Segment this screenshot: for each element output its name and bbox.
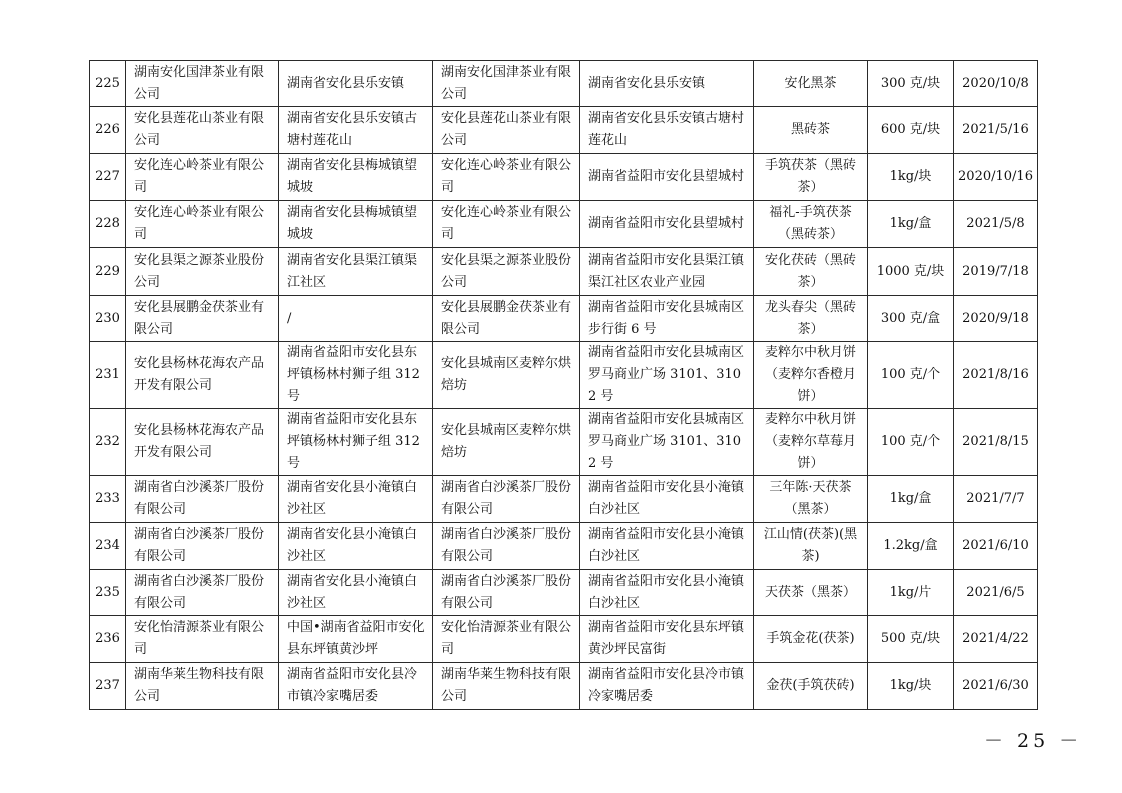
table-row (90, 296, 1038, 342)
company-name-cell: 湖南省白沙溪茶厂股份有限公司 (126, 476, 279, 523)
producer-name-cell: 安化连心岭茶业有限公司 (433, 201, 580, 248)
table-row (90, 570, 1038, 616)
inspection-table (89, 60, 1038, 710)
specification-cell: 500 克/块 (868, 616, 954, 663)
producer-address-cell: 湖南省益阳市安化县望城村 (580, 201, 754, 248)
product-name-cell: 金茯(手筑茯砖) (754, 663, 868, 710)
row-number-cell: 234 (90, 523, 126, 570)
row-number-cell: 228 (90, 201, 126, 248)
company-address-cell: / (279, 296, 433, 342)
specification-cell: 1kg/块 (868, 663, 954, 710)
production-date-cell: 2021/8/16 (954, 342, 1038, 409)
product-name-cell: 天茯茶（黑茶） (754, 570, 868, 616)
production-date-cell: 2021/6/10 (954, 523, 1038, 570)
producer-address-cell: 湖南省益阳市安化县冷市镇冷家嘴居委 (580, 663, 754, 710)
company-name-cell: 湖南省白沙溪茶厂股份有限公司 (126, 523, 279, 570)
specification-cell: 600 克/块 (868, 107, 954, 154)
table-row (90, 476, 1038, 523)
specification-cell: 1000 克/块 (868, 248, 954, 296)
company-address-cell: 湖南省安化县梅城镇望城坡 (279, 154, 433, 201)
product-name-cell: 麦粹尔中秋月饼（麦粹尔草莓月饼） (754, 409, 868, 476)
table-body (90, 61, 1038, 710)
producer-address-cell: 湖南省益阳市安化县小淹镇白沙社区 (580, 476, 754, 523)
company-address-cell: 湖南省益阳市安化县东坪镇杨林村狮子组 312 号 (279, 342, 433, 409)
producer-name-cell: 湖南省白沙溪茶厂股份有限公司 (433, 570, 580, 616)
producer-name-cell: 安化县渠之源茶业股份公司 (433, 248, 580, 296)
company-address-cell: 湖南省安化县梅城镇望城坡 (279, 201, 433, 248)
producer-address-cell: 湖南省益阳市安化县城南区步行街 6 号 (580, 296, 754, 342)
company-name-cell: 湖南安化国津茶业有限公司 (126, 61, 279, 107)
product-name-cell: 龙头春尖（黑砖茶） (754, 296, 868, 342)
production-date-cell: 2021/7/7 (954, 476, 1038, 523)
company-name-cell: 安化连心岭茶业有限公司 (126, 154, 279, 201)
producer-address-cell: 湖南省益阳市安化县小淹镇白沙社区 (580, 570, 754, 616)
producer-address-cell: 湖南省益阳市安化县东坪镇黄沙坪民富街 (580, 616, 754, 663)
producer-name-cell: 湖南省白沙溪茶厂股份有限公司 (433, 523, 580, 570)
table-row (90, 409, 1038, 476)
specification-cell: 1kg/块 (868, 154, 954, 201)
producer-name-cell: 安化连心岭茶业有限公司 (433, 154, 580, 201)
company-address-cell: 湖南省安化县小淹镇白沙社区 (279, 476, 433, 523)
company-name-cell: 安化县渠之源茶业股份公司 (126, 248, 279, 296)
row-number-cell: 231 (90, 342, 126, 409)
company-address-cell: 湖南省安化县小淹镇白沙社区 (279, 523, 433, 570)
producer-address-cell: 湖南省益阳市安化县城南区罗马商业广场 3101、3102 号 (580, 342, 754, 409)
specification-cell: 300 克/块 (868, 61, 954, 107)
table-row (90, 107, 1038, 154)
page-number: － 25 － (984, 730, 1083, 752)
production-date-cell: 2021/5/16 (954, 107, 1038, 154)
company-address-cell: 湖南省安化县乐安镇古塘村莲花山 (279, 107, 433, 154)
row-number-cell: 232 (90, 409, 126, 476)
company-name-cell: 安化县莲花山茶业有限公司 (126, 107, 279, 154)
producer-name-cell: 安化县城南区麦粹尔烘焙坊 (433, 342, 580, 409)
company-address-cell: 中国•湖南省益阳市安化县东坪镇黄沙坪 (279, 616, 433, 663)
production-date-cell: 2020/9/18 (954, 296, 1038, 342)
product-name-cell: 手筑金花(茯茶) (754, 616, 868, 663)
product-name-cell: 福礼-手筑茯茶（黑砖茶） (754, 201, 868, 248)
production-date-cell: 2020/10/8 (954, 61, 1038, 107)
table-row (90, 663, 1038, 710)
row-number-cell: 235 (90, 570, 126, 616)
product-name-cell: 江山情(茯茶)(黑茶) (754, 523, 868, 570)
production-date-cell: 2021/5/8 (954, 201, 1038, 248)
product-name-cell: 三年陈·天茯茶（黑茶） (754, 476, 868, 523)
company-address-cell: 湖南省安化县乐安镇 (279, 61, 433, 107)
row-number-cell: 225 (90, 61, 126, 107)
producer-name-cell: 湖南华莱生物科技有限公司 (433, 663, 580, 710)
table-row (90, 523, 1038, 570)
producer-address-cell: 湖南省益阳市安化县城南区罗马商业广场 3101、3102 号 (580, 409, 754, 476)
producer-address-cell: 湖南省益阳市安化县望城村 (580, 154, 754, 201)
product-name-cell: 麦粹尔中秋月饼（麦粹尔香橙月饼） (754, 342, 868, 409)
producer-address-cell: 湖南省安化县乐安镇古塘村莲花山 (580, 107, 754, 154)
specification-cell: 1kg/盒 (868, 476, 954, 523)
company-name-cell: 湖南华莱生物科技有限公司 (126, 663, 279, 710)
specification-cell: 1kg/片 (868, 570, 954, 616)
producer-address-cell: 湖南省益阳市安化县渠江镇渠江社区农业产业园 (580, 248, 754, 296)
company-name-cell: 湖南省白沙溪茶厂股份有限公司 (126, 570, 279, 616)
table-row (90, 154, 1038, 201)
company-name-cell: 安化连心岭茶业有限公司 (126, 201, 279, 248)
product-name-cell: 黑砖茶 (754, 107, 868, 154)
table-row (90, 61, 1038, 107)
production-date-cell: 2021/8/15 (954, 409, 1038, 476)
specification-cell: 1.2kg/盒 (868, 523, 954, 570)
row-number-cell: 230 (90, 296, 126, 342)
table-row (90, 248, 1038, 296)
production-date-cell: 2019/7/18 (954, 248, 1038, 296)
producer-name-cell: 安化县莲花山茶业有限公司 (433, 107, 580, 154)
company-address-cell: 湖南省益阳市安化县冷市镇冷家嘴居委 (279, 663, 433, 710)
producer-name-cell: 安化县展鹏金茯茶业有限公司 (433, 296, 580, 342)
specification-cell: 300 克/盒 (868, 296, 954, 342)
production-date-cell: 2020/10/16 (954, 154, 1038, 201)
row-number-cell: 227 (90, 154, 126, 201)
specification-cell: 100 克/个 (868, 342, 954, 409)
producer-name-cell: 湖南省白沙溪茶厂股份有限公司 (433, 476, 580, 523)
row-number-cell: 236 (90, 616, 126, 663)
specification-cell: 1kg/盒 (868, 201, 954, 248)
producer-name-cell: 安化怡清源茶业有限公司 (433, 616, 580, 663)
specification-cell: 100 克/个 (868, 409, 954, 476)
row-number-cell: 233 (90, 476, 126, 523)
row-number-cell: 229 (90, 248, 126, 296)
producer-address-cell: 湖南省安化县乐安镇 (580, 61, 754, 107)
row-number-cell: 226 (90, 107, 126, 154)
producer-name-cell: 安化县城南区麦粹尔烘焙坊 (433, 409, 580, 476)
table-row (90, 342, 1038, 409)
product-name-cell: 手筑茯茶（黑砖茶） (754, 154, 868, 201)
production-date-cell: 2021/6/5 (954, 570, 1038, 616)
company-name-cell: 安化县杨林花海农产品开发有限公司 (126, 342, 279, 409)
table-row (90, 616, 1038, 663)
company-address-cell: 湖南省安化县渠江镇渠江社区 (279, 248, 433, 296)
product-name-cell: 安化茯砖（黑砖茶） (754, 248, 868, 296)
company-name-cell: 安化县杨林花海农产品开发有限公司 (126, 409, 279, 476)
company-address-cell: 湖南省益阳市安化县东坪镇杨林村狮子组 312 号 (279, 409, 433, 476)
table-row (90, 201, 1038, 248)
company-address-cell: 湖南省安化县小淹镇白沙社区 (279, 570, 433, 616)
production-date-cell: 2021/4/22 (954, 616, 1038, 663)
product-name-cell: 安化黑茶 (754, 61, 868, 107)
producer-name-cell: 湖南安化国津茶业有限公司 (433, 61, 580, 107)
production-date-cell: 2021/6/30 (954, 663, 1038, 710)
row-number-cell: 237 (90, 663, 126, 710)
company-name-cell: 安化怡清源茶业有限公司 (126, 616, 279, 663)
company-name-cell: 安化县展鹏金茯茶业有限公司 (126, 296, 279, 342)
producer-address-cell: 湖南省益阳市安化县小淹镇白沙社区 (580, 523, 754, 570)
